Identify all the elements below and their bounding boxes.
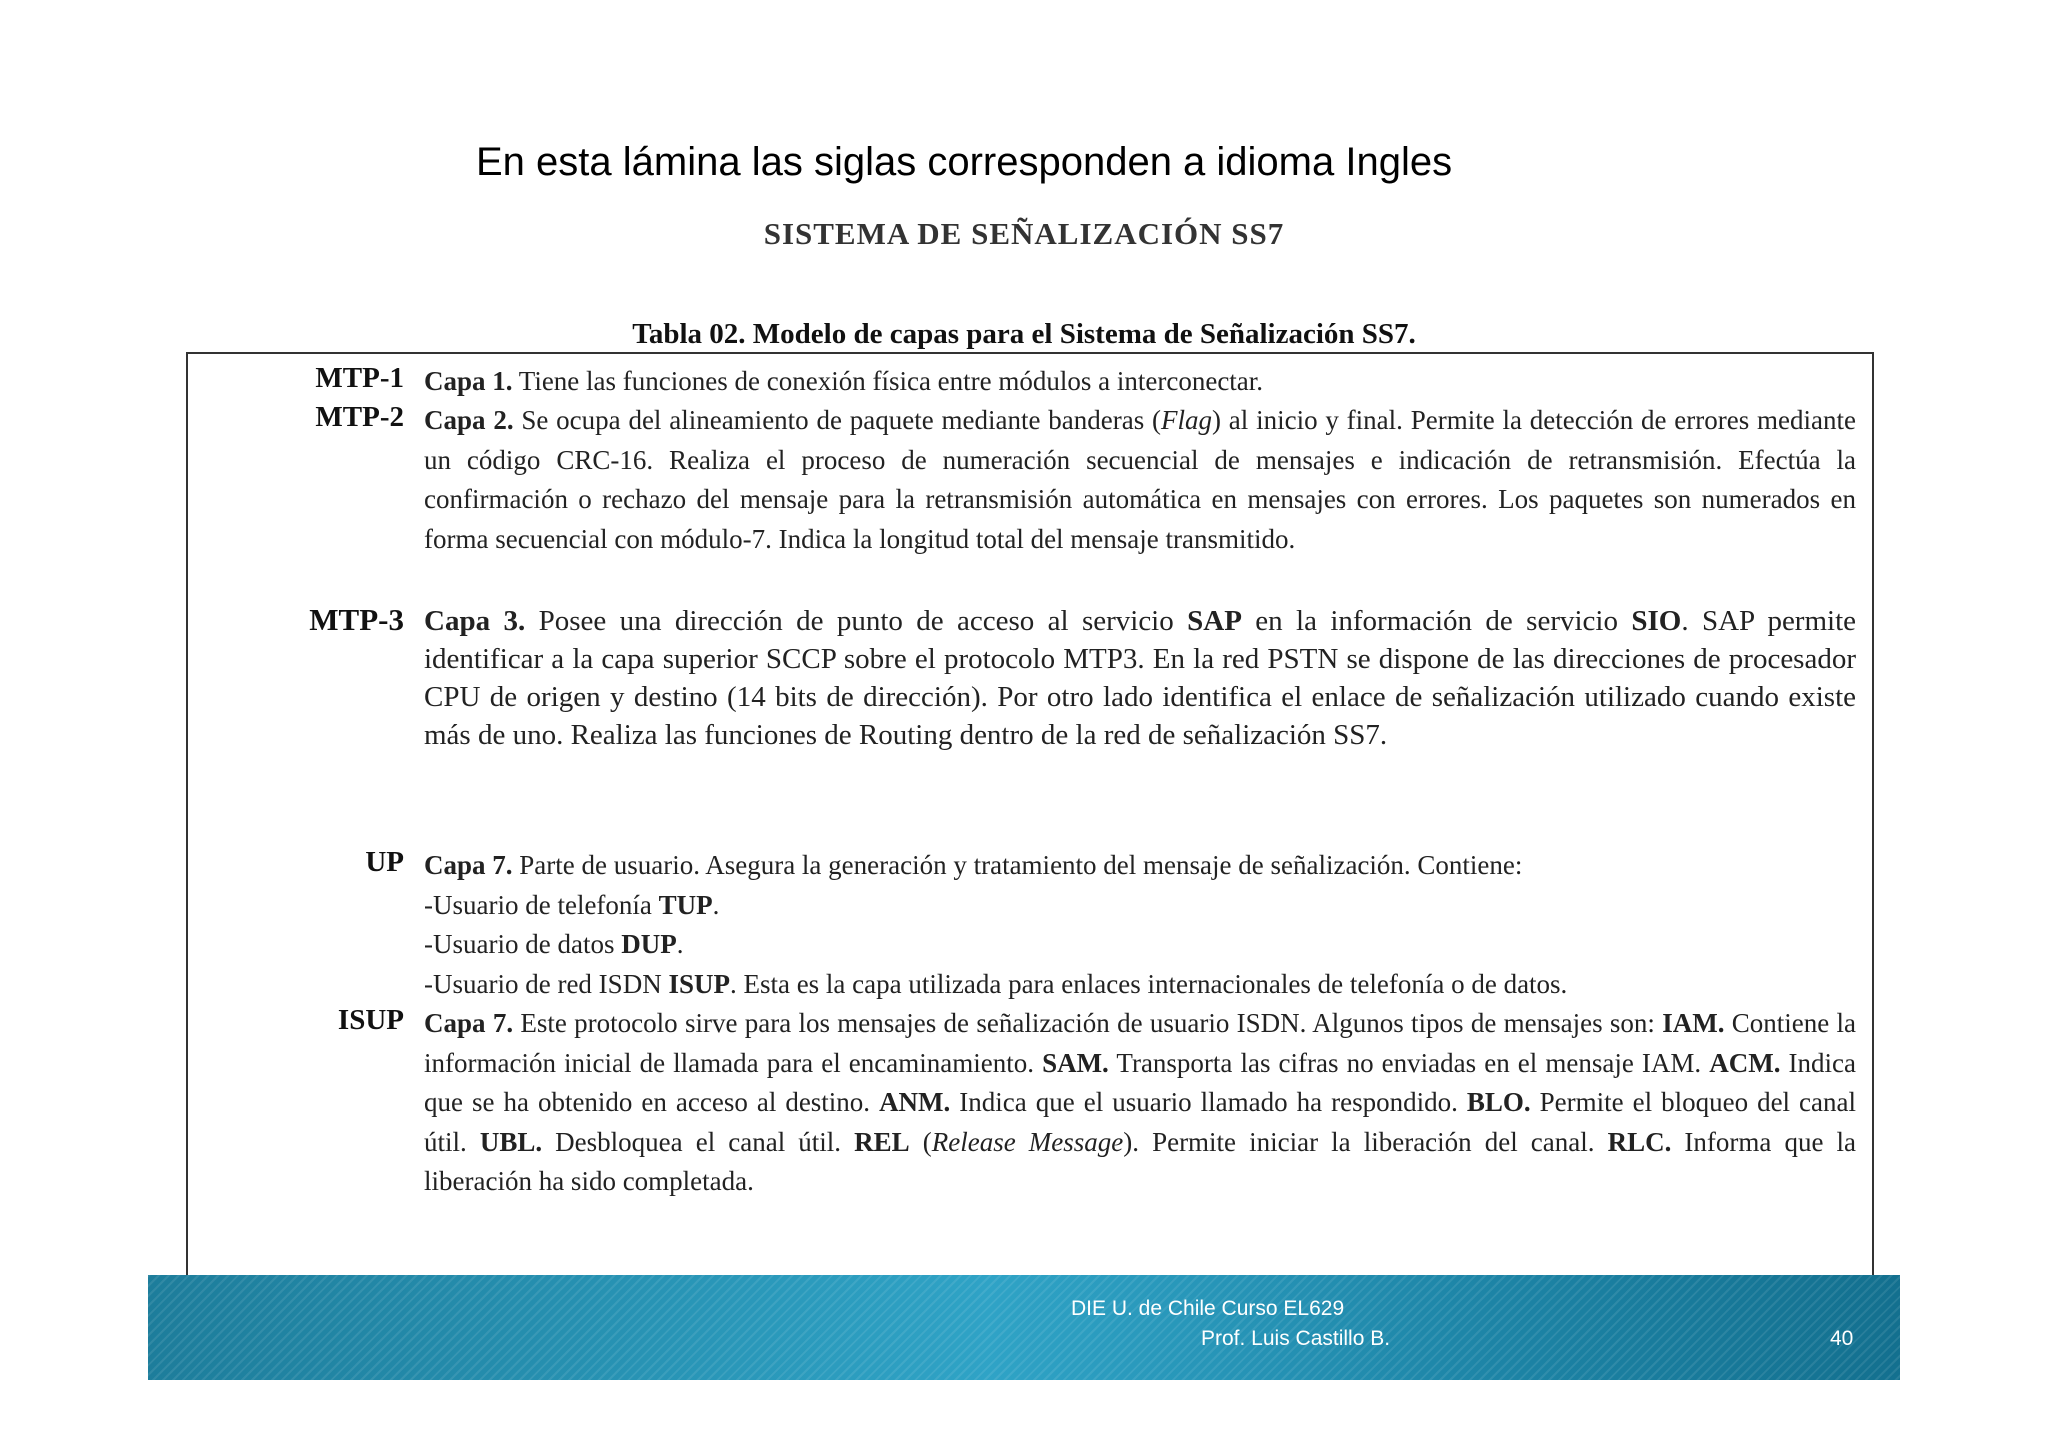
up-item-tup: -Usuario de telefonía TUP. (424, 889, 720, 920)
up-item-dup: -Usuario de datos DUP. (424, 929, 684, 959)
slide-title: En esta lámina las siglas corresponden a idioma Ingles (476, 140, 1453, 184)
layer-code-isup: ISUP (337, 1004, 404, 1036)
layer-description-isup: Capa 7. Este protocolo sirve para los mensajes de señalización de usuario ISDN. Algunos tipos de mensajes son: IAM. Contiene la información inicial de llamada para el encaminamiento. SAM. Transporta las cifras no enviadas en el mensaje IAM. ACM. Indica que se ha obtenido en acceso al destino. ANM. Indica que el usuario llamado ha respondido. BLO. Permite el bloqueo del canal útil. UBL. Desbloquea el canal útil. REL (Release Message). Permite iniciar la liberación del canal. RLC. Informa que la liberación ha sido completada. (424, 1008, 1857, 1196)
footer-course-info: DIE U. de Chile Curso EL629 (1071, 1297, 1345, 1320)
layer-code-up: UP (365, 846, 404, 878)
layer-code-mtp1: MTP-1 (315, 362, 404, 394)
up-intro: Capa 7. Parte de usuario. Asegura la generación y tratamiento del mensaje de señalización. Contiene: (424, 850, 1523, 880)
footer-professor: Prof. Luis Castillo B. (1201, 1327, 1391, 1350)
layer-description-mtp2: Capa 2. Se ocupa del alineamiento de paquete mediante banderas (Flag) al inicio y final. Permite la detección de errores mediante un código CRC-16. Realiza el proceso de numeración secuencial de mensajes e indicación de retransmisión. Efectúa la confirmación o rechazo del mensaje para la retransmisión automática en mensajes con errores. Los paquetes son numerados en forma secuencial con módulo-7. Indica la longitud total del mensaje transmitido. (424, 405, 1857, 554)
layer-description-up (424, 846, 1856, 1004)
layers-table (186, 352, 1874, 1277)
document-heading: SISTEMA DE SEÑALIZACIÓN SS7 (763, 216, 1285, 251)
layer-code-mtp3: MTP-3 (309, 602, 404, 637)
layer-description-mtp3: Capa 3. Posee una dirección de punto de acceso al servicio SAP en la información de servicio SIO. SAP permite identificar a la capa superior SCCP sobre el protocolo MTP3. En la red PSTN se dispone de las direcciones de procesador CPU de origen y destino (14 bits de dirección). Por otro lado identifica el enlace de señalización utilizado cuando existe más de uno. Realiza las funciones de Routing dentro de la red de señalización SS7. (424, 605, 1857, 751)
footer-bar (148, 1275, 1900, 1380)
layer-code-mtp2: MTP-2 (315, 401, 404, 433)
up-item-isup: -Usuario de red ISDN ISUP. Esta es la capa utilizada para enlaces internacionales de telefonía o de datos. (424, 968, 1568, 999)
table-caption: Tabla 02. Modelo de capas para el Sistema de Señalización SS7. (632, 318, 1416, 350)
layer-description-mtp1: Capa 1. Tiene las funciones de conexión física entre módulos a interconectar. (424, 366, 1264, 396)
page-number: 40 (1830, 1327, 1854, 1350)
